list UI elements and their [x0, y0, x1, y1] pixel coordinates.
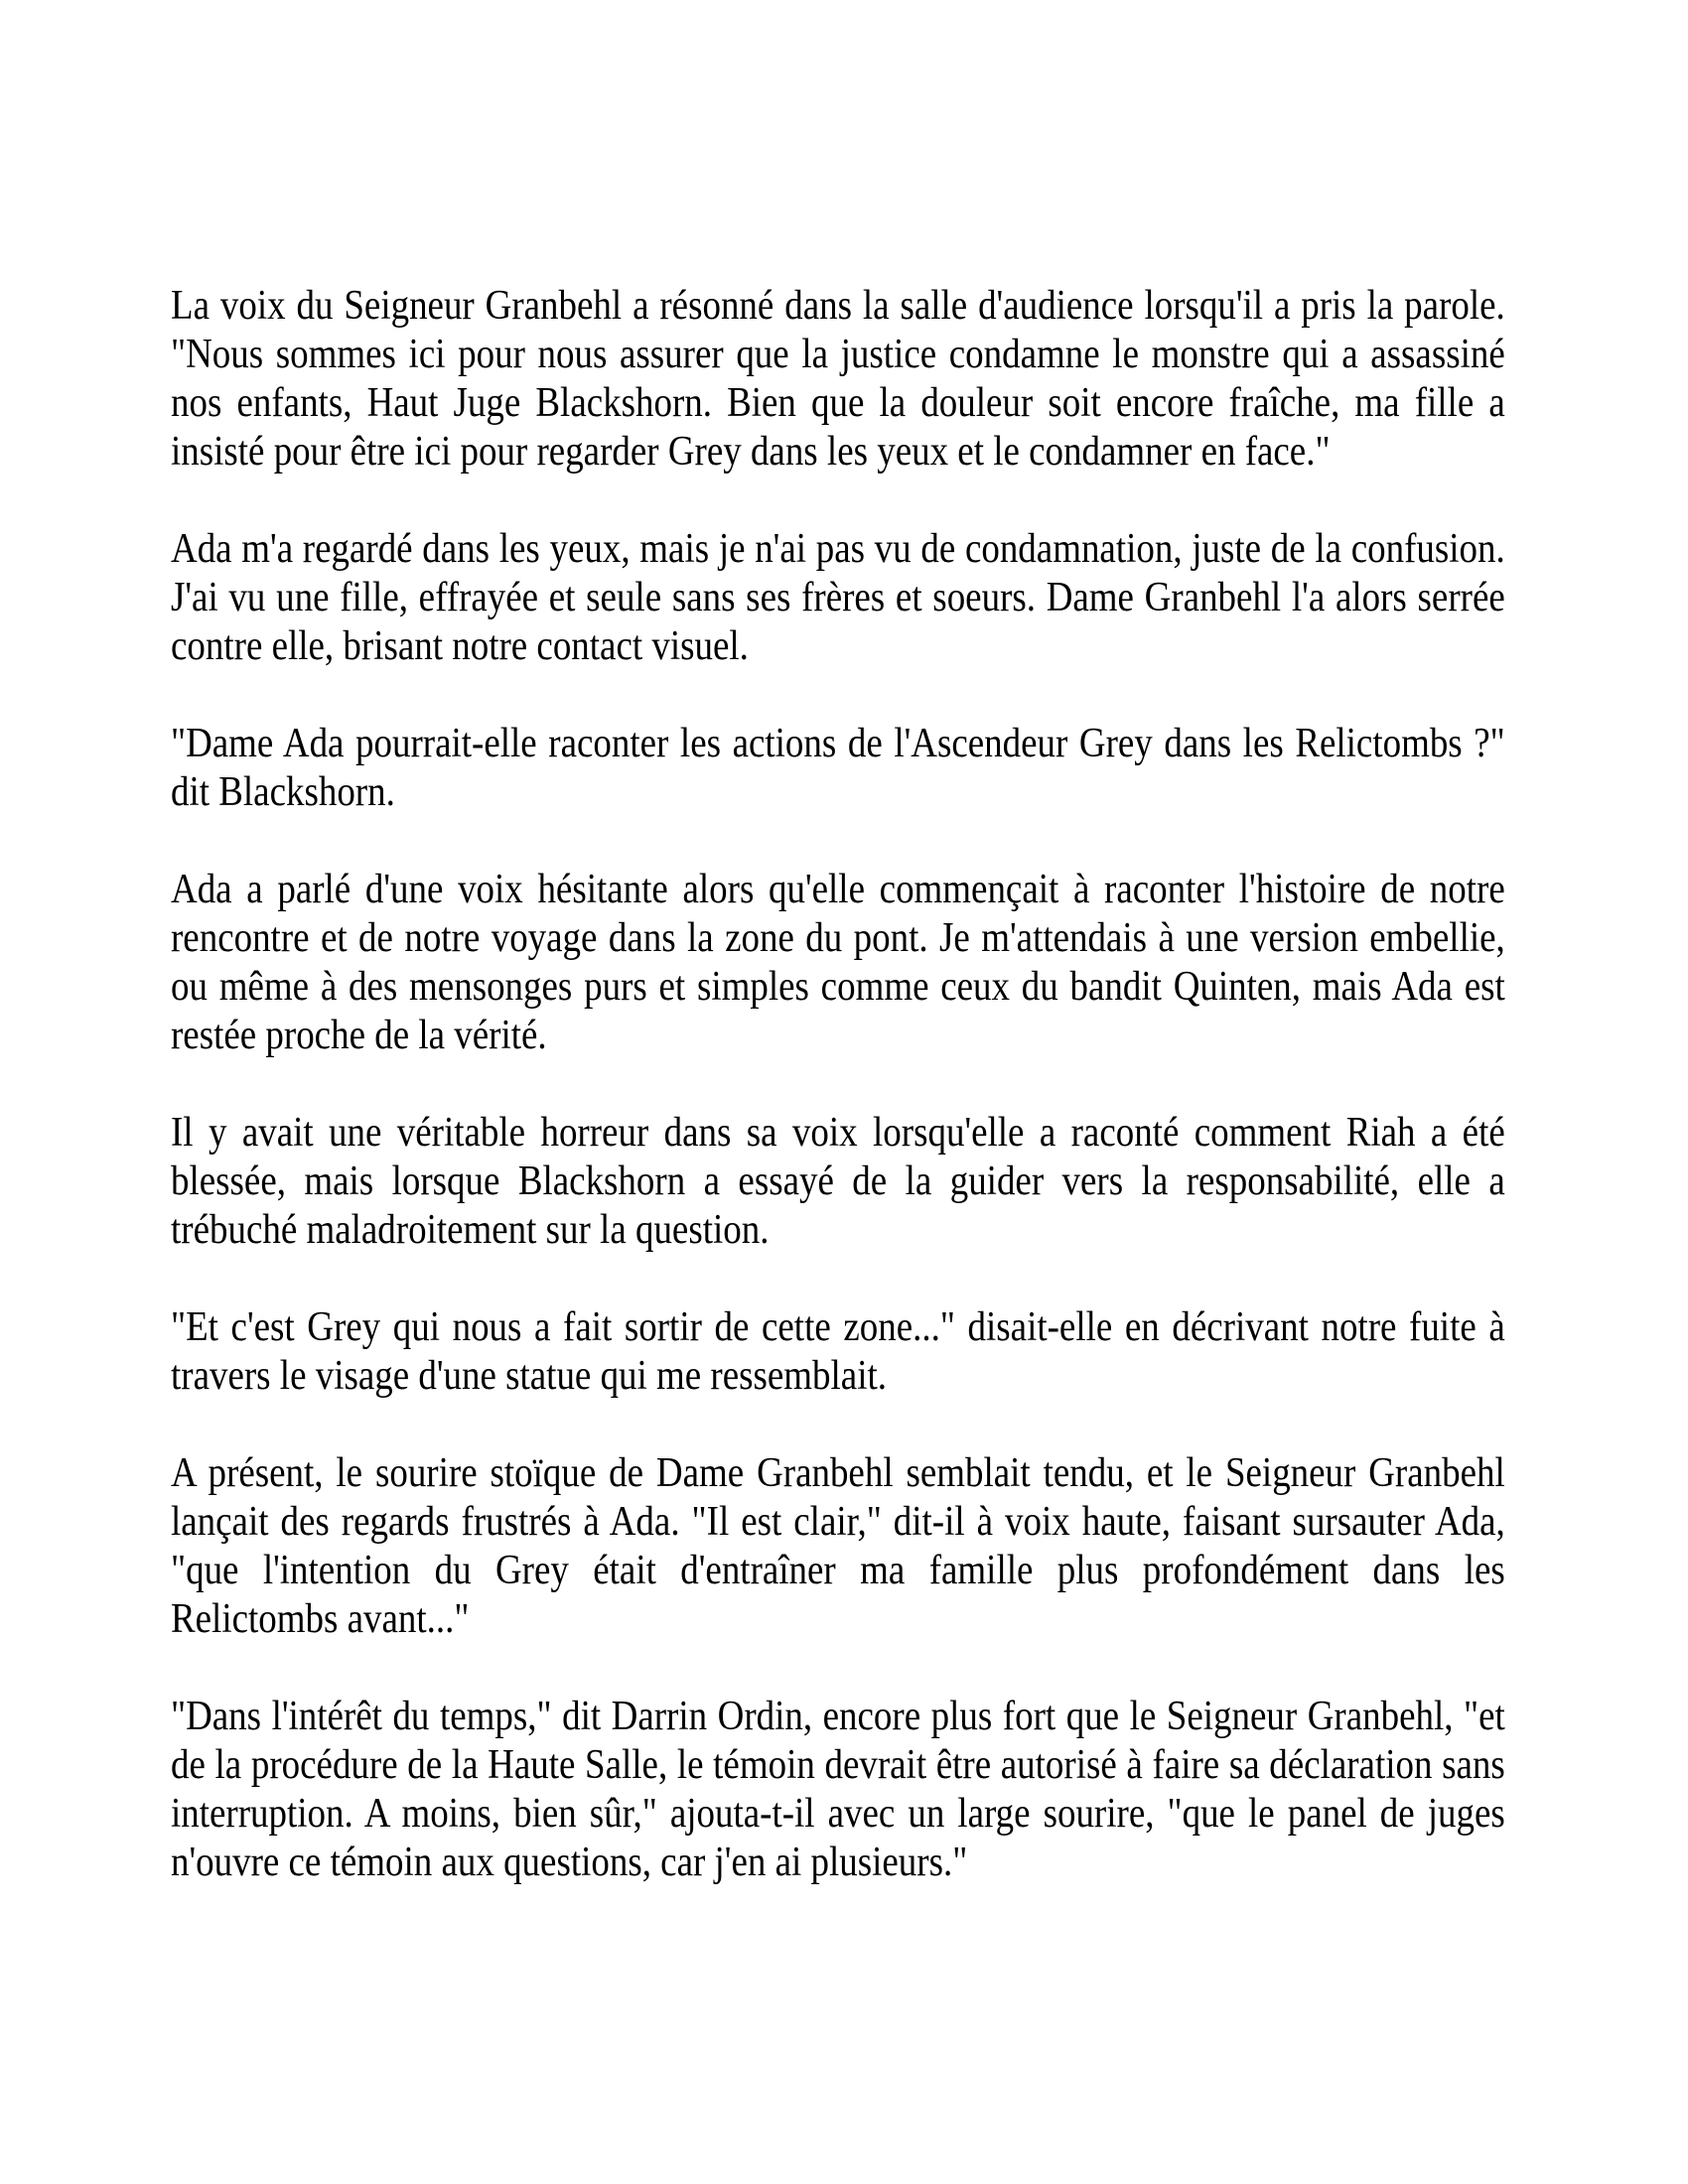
- paragraph: "Dame Ada pourrait-elle raconter les actions de l'Ascendeur Grey dans les Relictombs ?" dit Blackshorn.: [171, 721, 1505, 815]
- paragraph: "Dans l'intérêt du temps," dit Darrin Ordin, encore plus fort que le Seigneur Granbehl, "et de la procédure de la Haute Salle, le témoin devrait être autorisé à faire sa déclaration sans interruption. A moins, bien sûr," ajouta-t-il avec un large sourire, "que le panel de juges n'ouvre ce témoin aux questions, car j'en ai plusieurs.": [171, 1694, 1505, 1885]
- paragraph: A présent, le sourire stoïque de Dame Granbehl semblait tendu, et le Seigneur Granbehl lançait des regards frustrés à Ada. "Il est clair," dit-il à voix haute, faisant sursauter Ada, "que l'intention du Grey était d'entraîner ma famille plus profondément dans les Relictombs avant...": [171, 1450, 1505, 1642]
- paragraph: Ada a parlé d'une voix hésitante alors qu'elle commençait à raconter l'histoire de notre rencontre et de notre voyage dans la zone du pont. Je m'attendais à une version embellie, ou même à des mensonges purs et simples comme ceux du bandit Quinten, mais Ada est restée proche de la vérité.: [171, 867, 1505, 1058]
- paragraph: Il y avait une véritable horreur dans sa voix lorsqu'elle a raconté comment Riah a été blessée, mais lorsque Blackshorn a essayé de la guider vers la responsabilité, elle a trébuché maladroitement sur la question.: [171, 1110, 1505, 1253]
- paragraph: La voix du Seigneur Granbehl a résonné dans la salle d'audience lorsqu'il a pris la parole. "Nous sommes ici pour nous assurer que la justice condamne le monstre qui a assassiné nos enfants, Haut Juge Blackshorn. Bien que la douleur soit encore fraîche, ma fille a insisté pour être ici pour regarder Grey dans les yeux et le condamner en face.": [171, 283, 1505, 475]
- text-column: [171, 282, 1505, 1887]
- paragraph: "Et c'est Grey qui nous a fait sortir de cette zone..." disait-elle en décrivant notre fuite à travers le visage d'une statue qui me ressemblait.: [171, 1304, 1505, 1399]
- paragraph: Ada m'a regardé dans les yeux, mais je n'ai pas vu de condamnation, juste de la confusion. J'ai vu une fille, effrayée et seule sans ses frères et soeurs. Dame Granbehl l'a alors serrée contre elle, brisant notre contact visuel.: [171, 526, 1505, 669]
